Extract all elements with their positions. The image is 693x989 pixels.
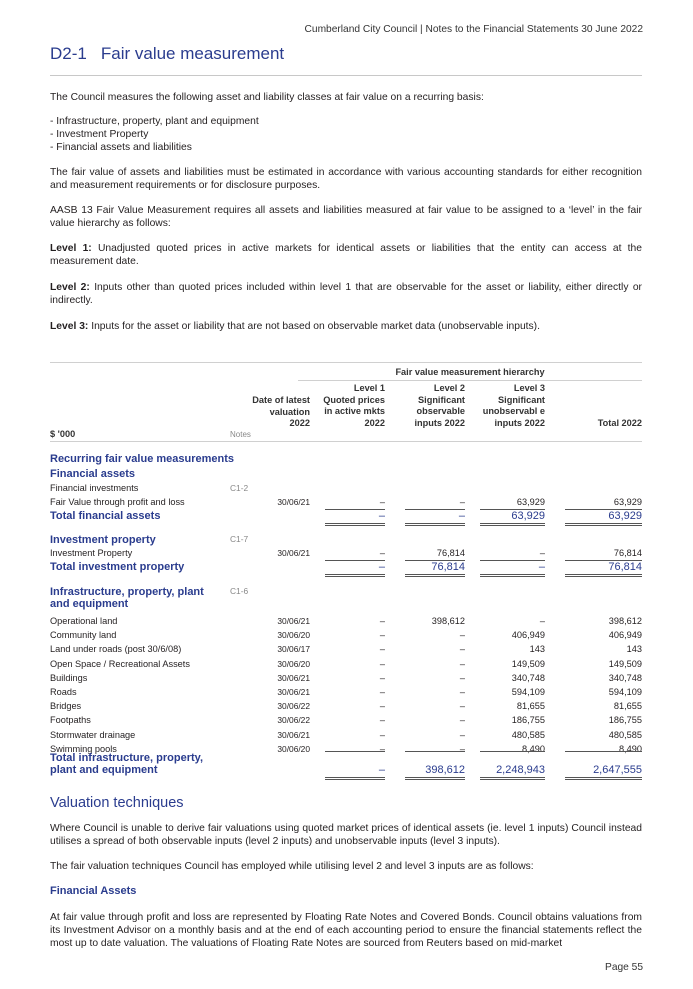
cell-level3: 594,109 bbox=[511, 687, 545, 697]
list-item: - Investment Property bbox=[50, 129, 149, 141]
cell-level2: – bbox=[459, 743, 465, 754]
cell-total: 398,612 bbox=[608, 616, 642, 626]
valuation-paragraph-1: Where Council is unable to derive fair valuations using quoted market prices of identical assets (ie. level 1 inputs) Council instead utilises a spread of both observable inputs (level 2 inputs) and unobservable inputs (level 3 inputs). bbox=[50, 823, 642, 848]
cell-level2: – bbox=[459, 672, 465, 683]
list-item: - Financial assets and liabilities bbox=[50, 142, 192, 154]
col-header-level1: Level 1 Quoted prices in active mkts 2022 bbox=[323, 383, 385, 428]
cell-level2: – bbox=[459, 497, 465, 507]
row-label: Investment Property bbox=[50, 548, 133, 558]
row-label: Roads bbox=[50, 687, 77, 697]
cell-total: 186,755 bbox=[608, 715, 642, 726]
cell-total: 81,655 bbox=[613, 701, 642, 712]
cell-date: 30/06/21 bbox=[277, 687, 310, 697]
hierarchy-rule bbox=[298, 380, 642, 381]
total-row bbox=[50, 752, 642, 778]
double-underline bbox=[480, 574, 545, 577]
table-row bbox=[50, 687, 642, 700]
table-row bbox=[50, 483, 642, 496]
intro-paragraph-3: AASB 13 Fair Value Measurement requires all assets and liabilities measured at fair value to be assigned to a ‘level’ in the fair value hierarchy as follows: bbox=[50, 205, 642, 230]
table-row bbox=[50, 630, 642, 643]
financial-assets-title: Financial assets bbox=[50, 468, 135, 480]
row-label: Swimming pools bbox=[50, 743, 117, 754]
double-underline bbox=[405, 777, 465, 780]
cell-level1: – bbox=[379, 644, 385, 655]
row-label: Bridges bbox=[50, 701, 82, 712]
cell-level2: 398,612 bbox=[431, 616, 465, 626]
cell-level1: – bbox=[379, 616, 385, 626]
row-label: Financial investments bbox=[50, 483, 139, 493]
col-header-level3: Level 3 Significant unobservabl e inputs 2022 bbox=[482, 383, 545, 428]
col-header-date: Date of latest valuation 2022 bbox=[252, 395, 310, 429]
double-underline bbox=[480, 523, 545, 526]
cell-level3: 186,755 bbox=[511, 715, 545, 726]
cell-level2: – bbox=[459, 715, 465, 726]
title-divider bbox=[50, 75, 642, 76]
cell-level1: – bbox=[379, 548, 385, 558]
cell-date: 30/06/21 bbox=[277, 672, 310, 683]
level1-paragraph bbox=[50, 242, 642, 268]
table-row bbox=[50, 673, 642, 686]
hierarchy-title: Fair value measurement hierarchy bbox=[395, 367, 545, 377]
level3-paragraph bbox=[50, 320, 642, 333]
investment-property-title: Investment property bbox=[50, 534, 156, 546]
cell-level1: – bbox=[379, 715, 385, 726]
table-row bbox=[50, 659, 642, 672]
cell-level2: – bbox=[459, 729, 465, 740]
cell-date: 30/06/21 bbox=[277, 548, 310, 558]
double-underline bbox=[405, 523, 465, 526]
total-level3: 63,929 bbox=[511, 510, 545, 522]
row-note: C1-2 bbox=[230, 483, 249, 493]
row-label: Land under roads (post 30/6/08) bbox=[50, 644, 182, 655]
total-level1: – bbox=[378, 510, 385, 522]
total-label-line: Total infrastructure, property, bbox=[50, 752, 204, 764]
total-level3: – bbox=[538, 561, 545, 573]
cell-level1: – bbox=[379, 658, 385, 669]
unit-label: $ '000 bbox=[50, 429, 76, 439]
cell-total: 8,490 bbox=[619, 743, 642, 754]
double-underline bbox=[565, 523, 642, 526]
intro-list bbox=[50, 115, 642, 155]
total-label bbox=[50, 752, 203, 777]
cell-level2: – bbox=[459, 687, 465, 697]
valuation-techniques-title: Valuation techniques bbox=[50, 795, 184, 811]
section-number: D2-1 bbox=[50, 44, 87, 63]
intro-paragraph-1: The Council measures the following asset and liability classes at fair value on a recurring basis: bbox=[50, 92, 484, 103]
cell-level1: – bbox=[379, 701, 385, 712]
table-row bbox=[50, 715, 642, 728]
cell-date: 30/06/20 bbox=[277, 658, 310, 669]
section-title bbox=[50, 44, 284, 64]
cell-date: 30/06/20 bbox=[277, 630, 310, 641]
total-level1: – bbox=[378, 764, 385, 776]
cell-date: 30/06/22 bbox=[277, 715, 310, 726]
total-level3: 2,248,943 bbox=[496, 764, 545, 776]
cell-level3: 340,748 bbox=[511, 672, 545, 683]
cell-level1: – bbox=[379, 497, 385, 507]
cell-level1: – bbox=[379, 687, 385, 697]
section-title-text: Fair value measurement bbox=[100, 44, 285, 63]
total-level1: – bbox=[378, 561, 385, 573]
cell-level2: 76,814 bbox=[436, 548, 465, 558]
intro-paragraph-2: The fair value of assets and liabilities must be estimated in accordance with various accounting standards for either recognition and measurement requirements or for disclosure purposes. bbox=[50, 167, 642, 192]
double-underline bbox=[565, 574, 642, 577]
row-label: Open Space / Recreational Assets bbox=[50, 658, 190, 669]
double-underline bbox=[565, 777, 642, 780]
double-underline bbox=[405, 574, 465, 577]
page-number: Page 55 bbox=[605, 962, 643, 973]
level2-paragraph bbox=[50, 281, 642, 307]
list-item: - Infrastructure, property, plant and equipment bbox=[50, 116, 259, 127]
cell-level3: 81,655 bbox=[516, 701, 545, 712]
cell-date: 30/06/17 bbox=[277, 644, 310, 655]
infrastructure-title bbox=[50, 586, 204, 611]
cell-total: 406,949 bbox=[608, 630, 642, 641]
cell-level1: – bbox=[379, 630, 385, 641]
notes-label: Notes bbox=[230, 430, 251, 439]
double-underline bbox=[325, 523, 385, 526]
cell-level3: 63,929 bbox=[516, 497, 545, 507]
group-note: C1-6 bbox=[230, 586, 249, 596]
cell-level3: 480,585 bbox=[511, 729, 545, 740]
table-row bbox=[50, 644, 642, 657]
recurring-title: Recurring fair value measurements bbox=[50, 453, 235, 465]
cell-level3: – bbox=[539, 616, 545, 626]
cell-date: 30/06/20 bbox=[277, 743, 310, 754]
level3-text: Inputs for the asset or liability that are not based on observable market data (unobservable inputs). bbox=[88, 321, 540, 332]
cell-date: 30/06/21 bbox=[277, 497, 310, 507]
header-bottom-rule bbox=[50, 441, 642, 442]
cell-level2: – bbox=[459, 701, 465, 712]
cell-total: 63,929 bbox=[613, 497, 642, 507]
row-label: Operational land bbox=[50, 616, 118, 626]
cell-total: 594,109 bbox=[608, 687, 642, 697]
cell-level2: – bbox=[459, 644, 465, 655]
row-label: Community land bbox=[50, 630, 117, 641]
total-label: Total investment property bbox=[50, 561, 185, 573]
cell-level1: – bbox=[379, 672, 385, 683]
financial-assets-heading: Financial Assets bbox=[50, 885, 137, 897]
level1-label: Level 1: bbox=[50, 243, 92, 254]
double-underline bbox=[325, 777, 385, 780]
double-underline bbox=[480, 777, 545, 780]
total-level2: 76,814 bbox=[431, 561, 465, 573]
level1-text: Unadjusted quoted prices in active markets for identical assets or liabilities that the entity can access at the measurement date. bbox=[50, 243, 642, 268]
cell-date: 30/06/21 bbox=[277, 729, 310, 740]
cell-date: 30/06/22 bbox=[277, 701, 310, 712]
cell-level3: 406,949 bbox=[511, 630, 545, 641]
col-header-total: Total 2022 bbox=[597, 418, 642, 428]
infrastructure-title-line: and equipment bbox=[50, 598, 129, 611]
cell-level2: – bbox=[459, 630, 465, 641]
cell-level3: 143 bbox=[529, 644, 545, 655]
cell-level3: – bbox=[539, 548, 545, 558]
cell-date: 30/06/21 bbox=[277, 616, 310, 626]
level3-label: Level 3: bbox=[50, 321, 89, 332]
cell-level1: – bbox=[379, 729, 385, 740]
cell-total: 149,509 bbox=[608, 658, 642, 669]
level2-text: Inputs other than quoted prices included within level 1 that are observable for the asset or liability, either directly or indirectly. bbox=[50, 282, 642, 307]
cell-level3: 149,509 bbox=[511, 658, 545, 669]
cell-level3: 8,490 bbox=[522, 743, 545, 754]
valuation-paragraph-3: At fair value through profit and loss are represented by Floating Rate Notes and Covered Bonds. Council obtains valuations from its Investment Advisor on a monthly basis and at the end of each accounting period to ensure the financial statements reflect the most up to date valuation. The valuations of Floating Rate Notes are sourced from Reuters based on mid-market bbox=[50, 912, 642, 950]
cell-total: 480,585 bbox=[608, 729, 642, 740]
level2-label: Level 2: bbox=[50, 282, 90, 293]
cell-total: 76,814 bbox=[613, 548, 642, 558]
table-top-rule bbox=[50, 362, 642, 363]
row-label: Stormwater drainage bbox=[50, 729, 136, 740]
row-label: Buildings bbox=[50, 672, 88, 683]
row-label: Fair Value through profit and loss bbox=[50, 497, 185, 507]
total-total: 63,929 bbox=[608, 510, 642, 522]
valuation-paragraph-2: The fair valuation techniques Council has employed while utilising level 2 and level 3 inputs are as follows: bbox=[50, 861, 534, 872]
double-underline bbox=[325, 574, 385, 577]
total-total: 2,647,555 bbox=[593, 764, 642, 776]
row-label: Footpaths bbox=[50, 715, 91, 726]
cell-level1: – bbox=[379, 743, 385, 754]
cell-level2: – bbox=[459, 658, 465, 669]
cell-total: 143 bbox=[626, 644, 642, 655]
total-total: 76,814 bbox=[608, 561, 642, 573]
total-level2: 398,612 bbox=[425, 764, 465, 776]
total-label-line: plant and equipment bbox=[50, 764, 158, 777]
total-label: Total financial assets bbox=[50, 510, 161, 522]
table-row bbox=[50, 701, 642, 714]
table-row bbox=[50, 616, 642, 629]
cell-total: 340,748 bbox=[608, 672, 642, 683]
page-header: Cumberland City Council | Notes to the Financial Statements 30 June 2022 bbox=[304, 24, 643, 35]
col-header-level2: Level 2 Significant observable inputs 2022 bbox=[414, 383, 465, 428]
infrastructure-title-line: Infrastructure, property, plant bbox=[50, 586, 204, 598]
table-row bbox=[50, 730, 642, 743]
total-level2: – bbox=[458, 510, 465, 522]
group-note: C1-7 bbox=[230, 534, 249, 544]
